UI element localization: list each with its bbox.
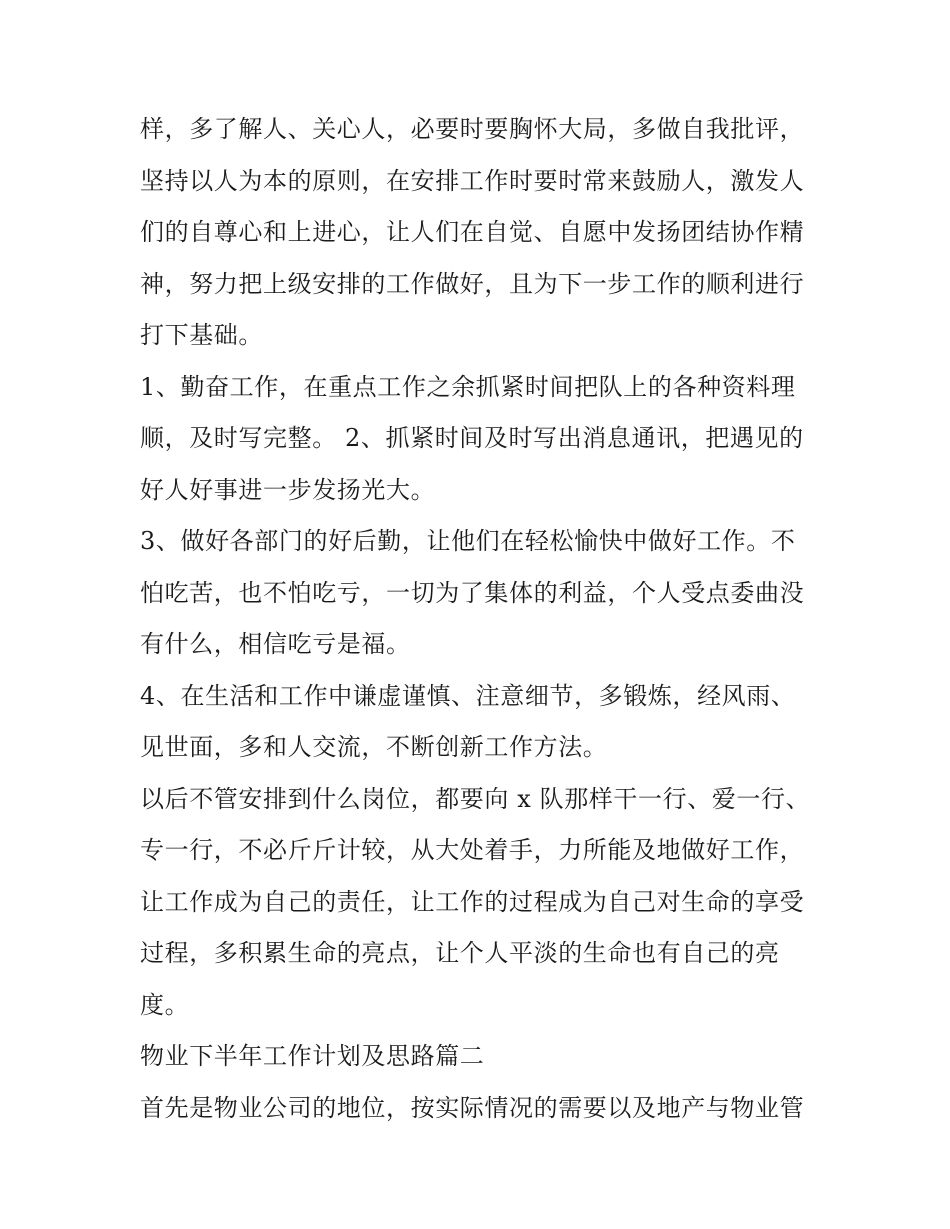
text-line: 坚持以人为本的原则，在安排工作时要时常来鼓励人，激发人 bbox=[140, 166, 805, 195]
text-line: 过程，多积累生命的亮点，让个人平淡的生命也有自己的亮 bbox=[140, 939, 780, 967]
text-line: 打下基础。 bbox=[140, 321, 263, 349]
text-line: 专一行，不必斤斤计较，从大处着手，力所能及地做好工作， bbox=[140, 836, 805, 864]
text-line: 让工作成为自己的责任，让工作的过程成为自己对生命的享受 bbox=[140, 887, 805, 916]
text-line: 1、勤奋工作，在重点工作之余抓紧时间把队上的各种资料理 bbox=[140, 372, 796, 401]
text-line: 顺，及时写完整。 2、抓紧时间及时写出消息通讯，把遇见的 bbox=[140, 424, 804, 452]
text-line: 怕吃苦，也不怕吃亏，一切为了集体的利益，个人受点委曲没 bbox=[140, 578, 805, 607]
text-line: 度。 bbox=[140, 990, 190, 1019]
text-line: 们的自尊心和上进心，让人们在自觉、自愿中发扬团结协作精 bbox=[140, 218, 805, 246]
section-heading: 物业下半年工作计划及思路篇二 bbox=[140, 1042, 485, 1070]
text-line: 3、做好各部门的好后勤，让他们在轻松愉快中做好工作。不 bbox=[140, 527, 796, 555]
text-line: 好人好事进一步发扬光大。 bbox=[140, 475, 436, 504]
text-line: 样，多了解人、关心人，必要时要胸怀大局，多做自我批评， bbox=[140, 115, 805, 143]
text-line: 见世面，多和人交流，不断创新工作方法。 bbox=[140, 733, 608, 761]
text-line: 有什么，相信吃亏是福。 bbox=[140, 630, 411, 658]
text-line: 首先是物业公司的地位，按实际情况的需要以及地产与物业管 bbox=[140, 1093, 805, 1122]
text-line: 以后不管安排到什么岗位，都要向 x 队那样干一行、爱一行、 bbox=[140, 784, 811, 813]
text-line: 4、在生活和工作中谦虚谨慎、注意细节，多锻炼，经风雨、 bbox=[140, 681, 796, 710]
document-body bbox=[140, 104, 820, 1134]
text-line: 神，努力把上级安排的工作做好，且为下一步工作的顺利进行 bbox=[140, 269, 805, 298]
